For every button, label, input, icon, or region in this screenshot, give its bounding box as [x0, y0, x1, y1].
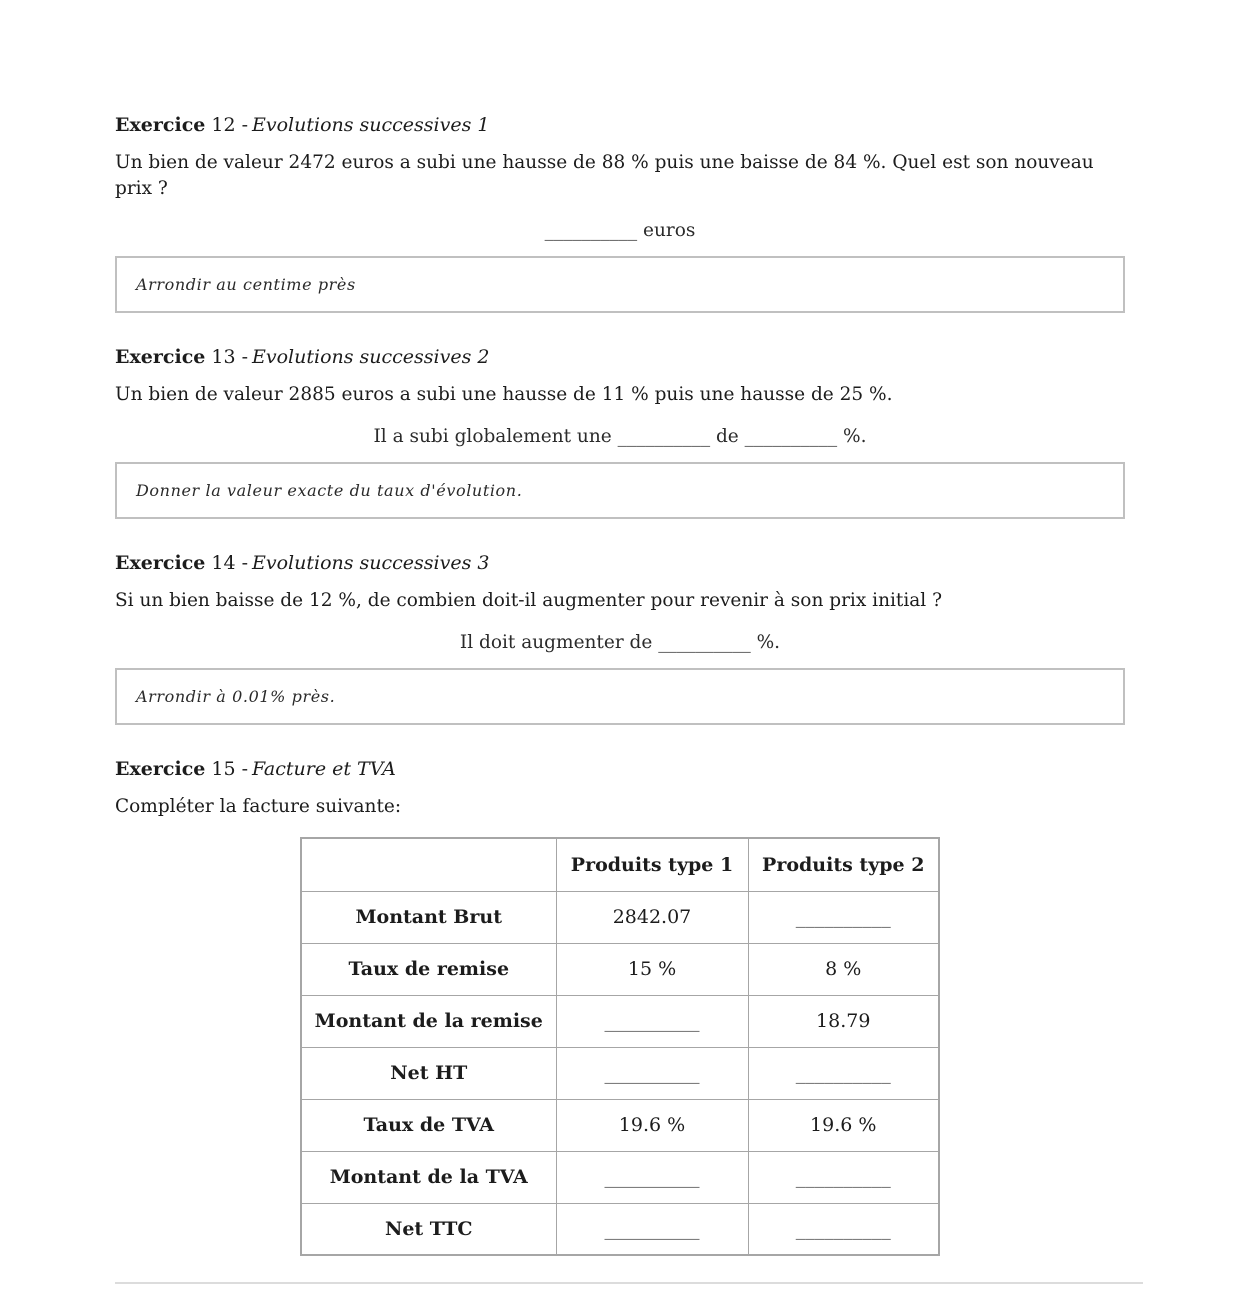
table-header-produits-type-1: Produits type 1	[556, 838, 748, 891]
table-row-taux-de-tva	[301, 1099, 939, 1151]
exercise-title: Evolutions successives 2	[252, 346, 490, 368]
exercise-12-answer-line: __________ euros	[544, 220, 696, 241]
exercise-12-statement: Un bien de valeur 2472 euros a subi une hausse de 88 % puis une baisse de 84 %. Quel est son nouveau prix ?	[115, 152, 1094, 199]
exercise-14-answer-line: Il doit augmenter de __________ %.	[459, 632, 781, 653]
table-row-montant-de-la-tva	[301, 1151, 939, 1203]
table-row-net-ttc	[301, 1203, 939, 1255]
exercise-number: 15 -	[211, 758, 248, 780]
exercise-number: 14 -	[211, 552, 248, 574]
note-text: Arrondir à 0.01% près.	[136, 687, 336, 706]
exercise-label: Exercice	[115, 758, 206, 780]
invoice-table	[300, 837, 940, 1256]
cell-blank: __________	[556, 1151, 748, 1203]
row-label: Montant de la TVA	[301, 1151, 556, 1203]
cell-value: 8 %	[748, 943, 939, 995]
exercise-title: Evolutions successives 1	[252, 114, 490, 136]
table-row-taux-de-remise	[301, 943, 939, 995]
cell-blank: __________	[556, 995, 748, 1047]
exercise-title: Evolutions successives 3	[252, 552, 490, 574]
row-label: Taux de remise	[301, 943, 556, 995]
note-text: Arrondir au centime près	[136, 275, 356, 294]
cell-value: 2842.07	[556, 891, 748, 943]
exercise-15-statement: Compléter la facture suivante:	[115, 796, 402, 817]
exercise-label: Exercice	[115, 346, 206, 368]
exercise-14-statement: Si un bien baisse de 12 %, de combien doit-il augmenter pour revenir à son prix initial ?	[115, 590, 942, 611]
exercise-12-note-box	[115, 256, 1125, 313]
exercise-number: 12 -	[211, 114, 248, 136]
exercise-title: Facture et TVA	[252, 758, 396, 780]
note-text: Donner la valeur exacte du taux d'évolution.	[136, 481, 523, 500]
cell-blank: __________	[748, 891, 939, 943]
table-header-row	[301, 838, 939, 891]
exercise-13-answer-line: Il a subi globalement une __________ de __________ %.	[373, 426, 867, 447]
table-row-montant-brut	[301, 891, 939, 943]
exercise-13-note-box	[115, 462, 1125, 519]
exercise-label: Exercice	[115, 114, 206, 136]
table-header-produits-type-2: Produits type 2	[748, 838, 939, 891]
worksheet-page	[115, 113, 1125, 1284]
cell-value: 18.79	[748, 995, 939, 1047]
page-divider	[115, 1282, 1143, 1284]
cell-value: 19.6 %	[556, 1099, 748, 1151]
cell-blank: __________	[748, 1203, 939, 1255]
row-label: Montant de la remise	[301, 995, 556, 1047]
table-row-net-ht	[301, 1047, 939, 1099]
exercise-12-heading	[115, 113, 1125, 137]
cell-value: 19.6 %	[748, 1099, 939, 1151]
cell-value: 15 %	[556, 943, 748, 995]
exercise-number: 13 -	[211, 346, 248, 368]
exercise-13-heading	[115, 345, 1125, 369]
exercise-13-statement: Un bien de valeur 2885 euros a subi une hausse de 11 % puis une hausse de 25 %.	[115, 384, 893, 405]
row-label: Taux de TVA	[301, 1099, 556, 1151]
exercise-14-note-box	[115, 668, 1125, 725]
exercise-14-heading	[115, 551, 1125, 575]
cell-blank: __________	[556, 1047, 748, 1099]
cell-blank: __________	[748, 1151, 939, 1203]
exercise-label: Exercice	[115, 552, 206, 574]
row-label: Net TTC	[301, 1203, 556, 1255]
exercise-15-heading	[115, 757, 1125, 781]
row-label: Montant Brut	[301, 891, 556, 943]
table-row-montant-de-la-remise	[301, 995, 939, 1047]
table-header-empty	[301, 838, 556, 891]
cell-blank: __________	[556, 1203, 748, 1255]
cell-blank: __________	[748, 1047, 939, 1099]
row-label: Net HT	[301, 1047, 556, 1099]
